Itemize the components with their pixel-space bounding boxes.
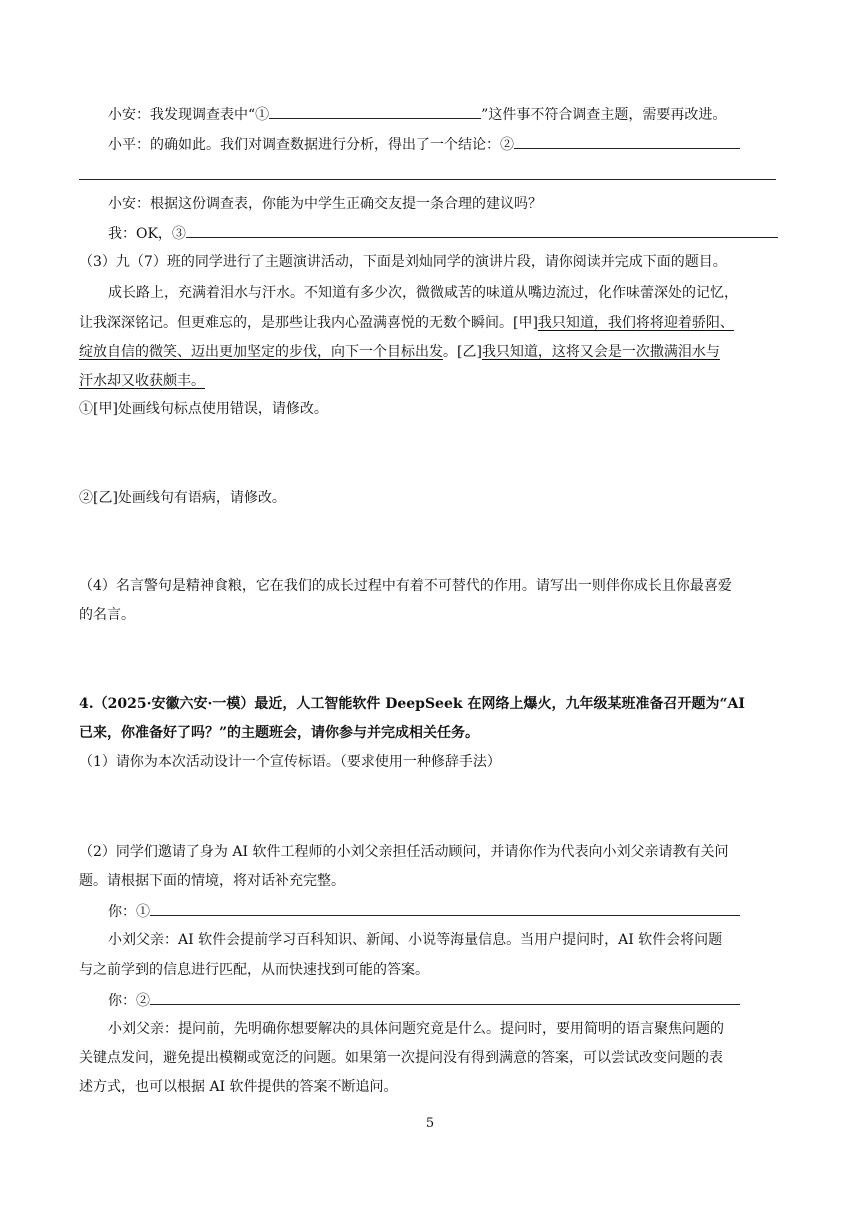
problem-4-subquestion-2-line-1: （2）同学们邀请了身为 AI 软件工程师的小刘父亲担任活动顾问，并请你作为代表向小刘父亲请教有关问 bbox=[79, 844, 729, 860]
dialogue-father-2-line-1: 小刘父亲：提问前，先明确你想要解决的具体问题究竟是什么。提问时，要用简明的语言聚焦问题的 bbox=[108, 1021, 724, 1037]
answer-blank-2[interactable] bbox=[514, 134, 740, 149]
page-number: 5 bbox=[425, 1116, 435, 1131]
q4-text-line-2: 的名言。 bbox=[79, 607, 135, 623]
q3-passage-line-3 bbox=[79, 342, 776, 362]
dialogue-father-2-line-2: 关键点发问，避免提出模糊或宽泛的问题。如果第一次提问没有得到满意的答案，可以尝试改变问题的表 bbox=[79, 1050, 723, 1066]
problem-4-subquestion-2-line-2: 题。请根据下面的情境，将对话补充完整。 bbox=[79, 873, 345, 889]
q4-text-line-1: （4）名言警句是精神食粮，它在我们的成长过程中有着不可替代的作用。请写出一则伴你成长且你最喜爱 bbox=[79, 578, 732, 594]
q3-underlined-yi-start: 我只知道，这将又会是一次撒满泪水与 bbox=[481, 344, 720, 360]
dialogue-father-2-line-3: 述方式，也可以根据 AI 软件提供的答案不断追问。 bbox=[79, 1079, 398, 1095]
q3-intro: （3）九（7）班的同学进行了主题演讲活动，下面是刘灿同学的演讲片段，请你阅读并完成下面的题目。 bbox=[79, 254, 727, 270]
survey-line-1-suffix: ”这件事不符合调查主题，需要再改进。 bbox=[481, 107, 727, 123]
survey-line-4-prefix: 我：OK，③ bbox=[108, 226, 186, 242]
survey-line-2-prefix: 小平：的确如此。我们对调查数据进行分析，得出了一个结论：② bbox=[108, 137, 514, 153]
answer-blank-3[interactable] bbox=[186, 223, 778, 238]
answer-line-2-continued[interactable] bbox=[79, 179, 776, 180]
survey-line-1-prefix: 小安：我发现调查表中“① bbox=[108, 107, 270, 123]
q3-underlined-jia-start: 我只知道，我们将将迎着骄阳、 bbox=[537, 315, 734, 331]
problem-4-header-line-2: 已来，你准备好了吗？”的主题班会，请你参与并完成相关任务。 bbox=[79, 725, 480, 741]
answer-blank-1[interactable] bbox=[269, 104, 481, 119]
survey-line-4 bbox=[108, 223, 776, 244]
q3-passage-line-2 bbox=[79, 313, 776, 333]
q3-passage-plain: 让我深深铭记。但更难忘的，是那些让我内心盈满喜悦的无数个瞬间。[甲] bbox=[79, 315, 538, 331]
dialogue-father-1-line-2: 与之前学到的信息进行匹配，从而快速找到可能的答案。 bbox=[79, 962, 429, 978]
survey-line-2 bbox=[108, 134, 776, 155]
answer-blank-you-2[interactable] bbox=[150, 990, 740, 1005]
q3-subquestion-1: ①[甲]处画线句标点使用错误，请修改。 bbox=[79, 401, 328, 417]
dialogue-you-1 bbox=[108, 901, 776, 922]
answer-blank-you-1[interactable] bbox=[150, 901, 740, 916]
survey-line-3: 小安：根据这份调查表，你能为中学生正确交友提一条合理的建议吗？ bbox=[108, 196, 542, 212]
problem-4-header-line-1: 4.（2025·安徽六安·一模）最近，人工智能软件 DeepSeek 在网络上爆火，九年级某班准备召开题为“AI bbox=[79, 696, 745, 712]
q3-subquestion-2: ②[乙]处画线句有语病，请修改。 bbox=[79, 490, 286, 506]
q3-underlined-jia-end: 绽放自信的微笑、迈出更加坚定的步伐，向下一个目标出发 bbox=[79, 344, 443, 360]
q3-passage-line-4 bbox=[79, 371, 776, 391]
q3-passage-plain-2: 。[乙] bbox=[443, 344, 482, 360]
dialogue-father-1-line-1: 小刘父亲：AI 软件会提前学习百科知识、新闻、小说等海量信息。当用户提问时，AI 软件会将问题 bbox=[108, 932, 723, 948]
dialogue-you-1-label: 你：① bbox=[108, 904, 150, 920]
q3-passage-line-1: 成长路上，充满着泪水与汗水。不知道有多少次，微微咸苦的味道从嘴边流过，化作味蕾深处的记忆， bbox=[108, 285, 738, 301]
survey-line-1 bbox=[108, 104, 776, 125]
dialogue-you-2-label: 你：② bbox=[108, 993, 150, 1009]
q3-underlined-yi-end: 汗水却又收获颇丰。 bbox=[79, 373, 205, 389]
dialogue-you-2 bbox=[108, 990, 776, 1011]
problem-4-subquestion-1: （1）请你为本次活动设计一个宣传标语。（要求使用一种修辞手法） bbox=[79, 754, 501, 770]
